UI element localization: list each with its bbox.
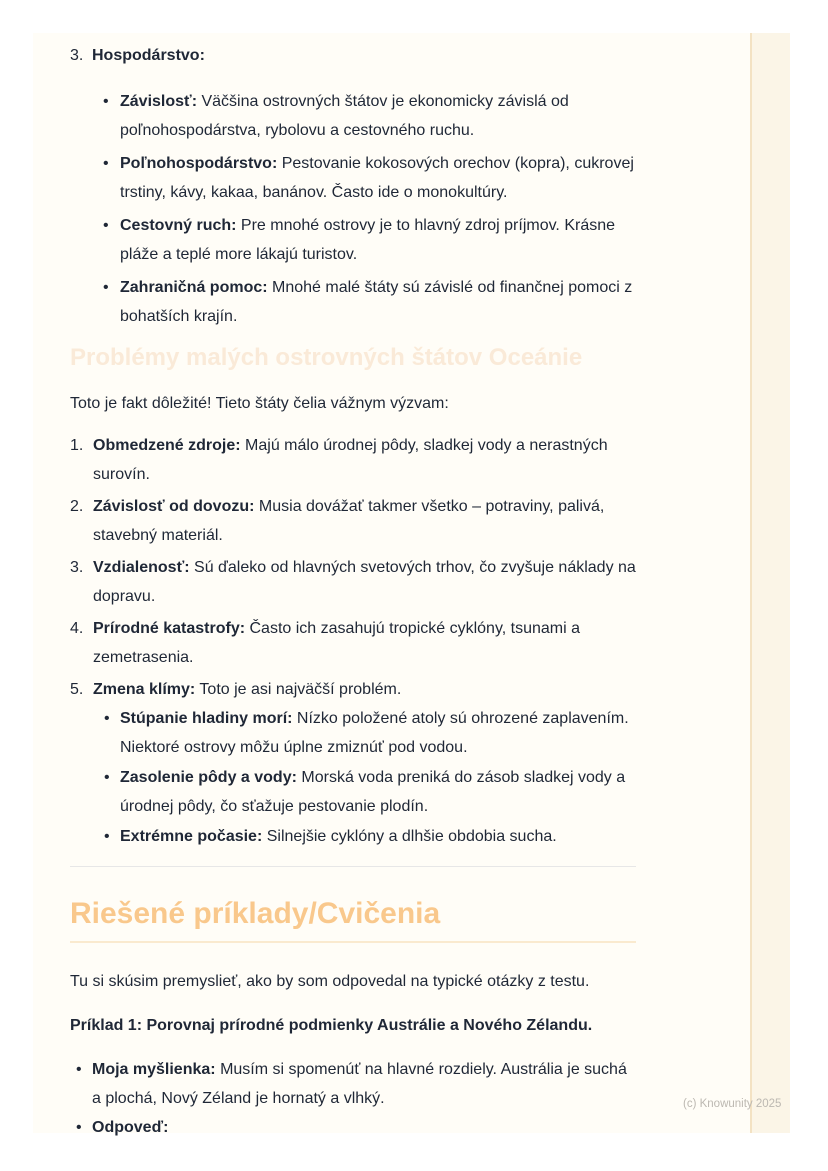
item-term: Poľnohospodárstvo: [120, 155, 278, 172]
section-divider [70, 866, 636, 867]
item-number: 2. [70, 498, 84, 515]
item-term: Stúpanie hladiny morí: [120, 710, 293, 727]
bullet-marker: • [103, 155, 109, 172]
bullet-marker: • [103, 93, 109, 110]
bullet-marker: • [104, 828, 110, 845]
page-content [70, 33, 636, 1142]
copyright-watermark: (c) Knowunity 2025 [683, 1098, 782, 1110]
item-term: Zmena klímy: [93, 681, 196, 698]
numbered-item-economy [70, 45, 636, 67]
list-item [70, 211, 636, 269]
list-item [93, 704, 636, 762]
item-text: Nízko položené atoly sú ohrozené zaplavením. Niektoré ostrovy môžu úplne zmiznúť pod vodou. [120, 710, 629, 756]
list-item [70, 614, 636, 672]
bullet-marker: • [104, 710, 110, 727]
item-number: 4. [70, 620, 84, 637]
item-number: 1. [70, 437, 84, 454]
list-item [70, 492, 636, 550]
item-body [93, 492, 636, 550]
item-number: 3. [70, 47, 84, 64]
page-edge-strip [750, 33, 790, 1133]
problems-intro: Toto je fakt dôležité! Tieto štáty čelia vážnym výzvam: [70, 395, 449, 412]
item-term: Hospodárstvo: [92, 47, 205, 64]
section-heading-exercises: Riešené príklady/Cvičenia [70, 897, 636, 943]
document-page [33, 33, 790, 1136]
item-number: 3. [70, 559, 84, 576]
item-text: Často ich zasahujú tropické cyklóny, tsunami a zemetrasenia. [93, 620, 581, 666]
list-item [93, 763, 636, 821]
bullet-marker: • [104, 769, 110, 786]
bullet-marker: • [76, 1119, 82, 1136]
list-item [70, 431, 636, 489]
item-body [93, 431, 636, 489]
item-term: Extrémne počasie: [120, 828, 263, 845]
exercises-intro: Tu si skúsim premyslieť, ako by som odpovedal na typické otázky z testu. [70, 973, 590, 990]
bullet-marker: • [103, 279, 109, 296]
item-term: Odpoveď: [92, 1119, 169, 1136]
bullet-marker: • [76, 1061, 82, 1078]
item-text: Majú málo úrodnej pôdy, sladkej vody a nerastných surovín. [93, 437, 608, 483]
item-term: Prírodné katastrofy: [93, 620, 246, 637]
item-term: Obmedzené zdroje: [93, 437, 241, 454]
list-item [70, 675, 636, 852]
item-text: Sú ďaleko od hlavných svetových trhov, čo zvyšuje náklady na dopravu. [93, 559, 636, 605]
item-text: Mnohé malé štáty sú závislé od finančnej pomoci z bohatších krajín. [120, 279, 633, 325]
item-term: Cestovný ruch: [120, 217, 237, 234]
bullet-marker: • [103, 217, 109, 234]
list-item [70, 87, 636, 145]
item-text: Musím si spomenúť na hlavné rozdiely. Austrália je suchá a plochá, Nový Zéland je hornatý a vlhký. [92, 1061, 627, 1107]
item-term: Vzdialenosť: [93, 559, 190, 576]
item-term: Závislosť od dovozu: [93, 498, 255, 515]
list-item [70, 553, 636, 611]
item-term: Zahraničná pomoc: [120, 279, 268, 296]
climate-sub-list [93, 704, 636, 851]
item-text: Musia dovážať takmer všetko – potraviny, palivá, stavebný materiál. [93, 498, 605, 544]
item-text: Väčšina ostrovných štátov je ekonomicky závislá od poľnohospodárstva, rybolovu a cestovného ruchu. [120, 93, 569, 139]
problems-numbered-list [70, 431, 636, 852]
item-body [93, 553, 636, 611]
economy-bullet-list [70, 87, 636, 331]
example-title: Príklad 1: Porovnaj prírodné podmienky Austrálie a Nového Zélandu. [70, 1017, 593, 1034]
list-item [70, 1055, 636, 1113]
example-bullet-list [70, 1055, 636, 1142]
item-text: Pre mnohé ostrovy je to hlavný zdroj príjmov. Krásne pláže a teplé more lákajú turistov. [120, 217, 616, 263]
list-item [70, 1113, 636, 1142]
item-term: Zasolenie pôdy a vody: [120, 769, 297, 786]
item-text: Silnejšie cyklóny a dlhšie obdobia sucha. [266, 828, 557, 845]
section-heading-problems: Problémy malých ostrovných štátov Oceánie [70, 344, 583, 371]
item-term: Moja myšlienka: [92, 1061, 216, 1078]
item-text: Toto je asi najväčší problém. [199, 681, 402, 698]
list-item [70, 149, 636, 207]
item-term: Závislosť: [120, 93, 198, 110]
item-text: Morská voda preniká do zásob sladkej vody a úrodnej pôdy, čo sťažuje pestovanie plodín. [120, 769, 626, 815]
item-number: 5. [70, 681, 84, 698]
item-body [93, 675, 636, 852]
list-item [93, 822, 636, 851]
list-item [70, 273, 636, 331]
item-body [93, 614, 636, 672]
item-text: Pestovanie kokosových orechov (kopra), cukrovej trstiny, kávy, kakaa, banánov. Často ide o monokultúry. [120, 155, 634, 201]
